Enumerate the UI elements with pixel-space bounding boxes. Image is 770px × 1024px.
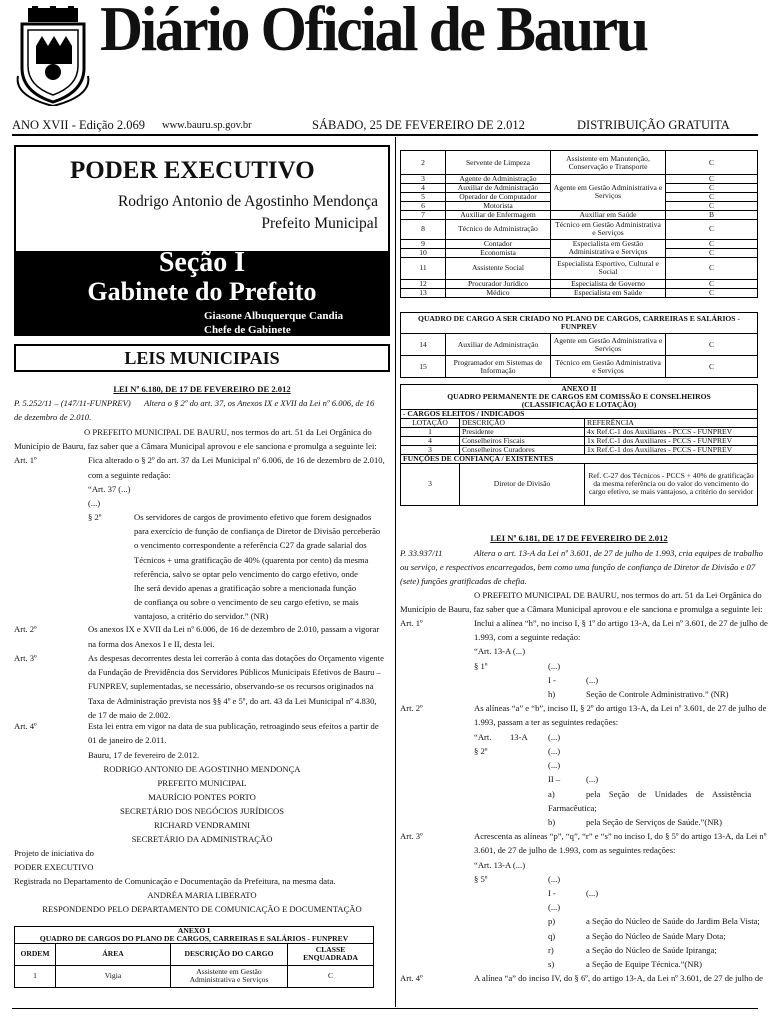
- table-cell: Conselheiros Fiscais: [460, 436, 585, 445]
- distribution-label: DISTRIBUIÇÃO GRATUITA: [577, 118, 730, 132]
- signatory-name: RICHARD VENDRAMINI: [153, 820, 251, 830]
- table-cell: Especialista em Saúde: [551, 288, 666, 297]
- article-text: com a seguinte redação:: [88, 470, 171, 480]
- alinea-text: a Seção do Núcleo de Saúde do Jardim Bela Vista;: [586, 916, 760, 926]
- table-cell: 14: [401, 334, 446, 356]
- col-header: ÁREA: [56, 943, 171, 965]
- paragraph-line: o vencimento correspondente a referência C27 da grade salarial dos: [134, 540, 367, 551]
- alinea-label: a): [548, 789, 555, 799]
- table-cell: Assistente Social: [446, 257, 551, 279]
- ellipsis: (...): [548, 874, 561, 884]
- table-cell: Ref. C-27 dos Técnicos - PCCS + 40% de gratificação da mesma referência ou do valor do vencimento do cargo efetivo, se mais vantajoso, a critério do servidor: [585, 463, 758, 505]
- article-line: da Fundação de Previdência dos Servidores Públicos Municipais Efetivos de Bauru –: [88, 667, 381, 678]
- table-cell: Diretor de Divisão: [460, 463, 585, 505]
- art-label: Art. 1º: [14, 455, 37, 465]
- art-label: Art. 3º: [400, 831, 423, 841]
- lei-6180-ementa: Altera o § 2º do art. 37, os Anexos IX e XVII da Lei nº 6.006, de 16: [144, 398, 375, 408]
- lei-6180-intro: O PREFEITO MUNICIPAL DE BAURU, nos termos do art. 51 da Lei Orgânica do: [84, 427, 372, 437]
- ellipsis: (...): [548, 746, 561, 756]
- alinea-text: a Seção do Núcleo de Saúde Mary Dota;: [586, 931, 726, 941]
- lei-6181-heading: LEI Nº 6.181, DE 17 DE FEVEREIRO DE 2.012: [490, 533, 668, 543]
- table-cell: B: [666, 210, 758, 219]
- secao-banner: [14, 247, 390, 336]
- col-header: LOTAÇÃO: [401, 418, 460, 427]
- paragraph-line: referência, salvo se optar pelo vencimento do cargo efetivo, onde: [134, 568, 358, 579]
- table-cell: Especialista em Gestão Administrativa e Serviços: [551, 239, 666, 257]
- chief-name: Giasone Albuquerque Candia: [204, 310, 344, 322]
- table-cell: 9: [401, 239, 446, 248]
- table-title: QUADRO DE CARGO A SER CRIADO NO PLANO DE CARGOS, CARREIRAS E SALÁRIOS - FUNPREV: [401, 313, 758, 334]
- chief-title: Chefe de Gabinete: [204, 324, 291, 336]
- signatory-title: SECRETÁRIO DOS NEGÓCIOS JURÍDICOS: [119, 806, 284, 816]
- table-cell: 12: [401, 279, 446, 288]
- col-header: CLASSE ENQUADRADA: [288, 943, 374, 965]
- leis-municipais-header: LEIS MUNICIPAIS: [14, 344, 390, 372]
- lei-6180-ementa-2: de dezembro de 2.010.: [14, 412, 92, 422]
- table-cell: Operador de Computador: [446, 192, 551, 201]
- mayor-name: Rodrigo Antonio de Agostinho Mendonça: [117, 193, 378, 210]
- lei-6181-ementa: Altera o art. 13-A da Lei nº 3.601, de 27 de julho de 1.993, cria equipes de trabalho: [474, 548, 763, 558]
- article-text: “Art. 13-A (...): [474, 646, 526, 656]
- alinea-text: a Seção de Equipe Técnica.”(NR): [586, 959, 703, 969]
- table-cell: C: [666, 248, 758, 257]
- ellipsis: (...): [88, 498, 101, 508]
- table-cell: Auxiliar de Administração: [446, 183, 551, 192]
- table-subtitle: QUADRO PERMANENTE DE CARGOS EM COMISSÃO E CONSELHEIROS: [401, 393, 758, 401]
- alinea-label: r): [548, 945, 554, 955]
- table-cell: Conselheiros Curadores: [460, 445, 585, 454]
- signatory-title: PREFEITO MUNICIPAL: [157, 778, 247, 788]
- paragraph-line: vantajoso, a critério do servidor.” (NR): [134, 611, 269, 622]
- article-text: na forma dos Anexos I e II, desta lei.: [88, 639, 215, 649]
- table-cell: C: [666, 334, 758, 356]
- table-cell: Assistente em Manutenção, Conservação e Transporte: [551, 151, 666, 175]
- paragraph-label: § 5º: [474, 874, 488, 884]
- lei-6180-intro-2: Município de Bauru, faz saber que a Câmara Municipal aprovou e ele sanciona e promulga a seguinte lei:: [14, 441, 377, 451]
- col-header: DESCRIÇÃO: [460, 418, 585, 427]
- article-text: 3.601, de 27 de julho de 1.993, com as seguintes redações:: [474, 845, 676, 855]
- paragraph-line: de confiança ou sobre o vencimento de seu cargo efetivo, se mais: [134, 597, 359, 608]
- art-label: Art. 2º: [14, 624, 37, 634]
- alinea-label: q): [548, 931, 556, 941]
- article-text: Fica alterado o § 2º do art. 37 da Lei Municipal nº 6.006, de 16 de dezembro de 2.010,: [88, 455, 385, 465]
- table-cell: C: [666, 279, 758, 288]
- table-cell: Assistente em Gestão Administrativa e Serviços: [171, 965, 288, 987]
- poder-executivo-box: [14, 145, 390, 253]
- table-cell: C: [666, 239, 758, 248]
- table-cell: 7: [401, 210, 446, 219]
- ellipsis: (...): [548, 732, 561, 742]
- table-cell: C: [666, 151, 758, 175]
- table-cell: C: [666, 175, 758, 184]
- table-cell: Especialista Esportivo, Cultural e Social: [551, 257, 666, 279]
- table-title: ANEXO II: [401, 385, 758, 393]
- secao-subtitle: Gabinete do Prefeito: [87, 277, 317, 306]
- anexo-1-continued-table: [400, 150, 758, 298]
- table-cell: 4: [401, 183, 446, 192]
- table-cell: C: [666, 192, 758, 201]
- signatory-title: RESPONDENDO PELO DEPARTAMENTO DE COMUNICAÇÃO E DOCUMENTAÇÃO: [42, 904, 362, 914]
- table-cell: Presidente: [460, 427, 585, 436]
- table-cell: Contador: [446, 239, 551, 248]
- table-cell: Médico: [446, 288, 551, 297]
- article-text: Acrescenta as alíneas “p”, “q”, “r” e “s” no inciso I, do § 5º do artigo 13-A, da Lei nº: [474, 831, 767, 841]
- table-cell: 3: [401, 445, 460, 454]
- table-cell: C: [666, 257, 758, 279]
- art-label: Art. 4º: [400, 973, 423, 983]
- article-text: A alínea “a” do inciso IV, do § 6º, do artigo 13-A, da Lei nº 3.601, de 27 de julho de: [474, 973, 763, 983]
- lei-6181-proc: P. 33.937/11: [400, 548, 443, 558]
- registration-note: Registrada no Departamento de Comunicação e Documentação da Prefeitura, na mesma data.: [14, 876, 336, 886]
- article-text: Inclui a alínea “h”, no inciso I, § 1º do artigo 13-A, da Lei nº 3.601, de 27 de julho de: [474, 618, 768, 628]
- article-text: Os anexos IX e XVII da Lei nº 6.006, de 16 de dezembro de 2.010, passam a vigorar: [88, 624, 380, 634]
- table-cell: C: [666, 219, 758, 239]
- column-divider: [395, 137, 396, 1007]
- website-link[interactable]: www.bauru.sp.gov.br: [162, 120, 252, 131]
- article-line: Taxa de Administração prevista nos §§ 4º e 5º, do art. 43 da Lei Municipal nº 4.830,: [88, 695, 377, 706]
- table-cell: 10: [401, 248, 446, 257]
- paragraph-label: § 2º: [474, 746, 488, 756]
- edition-label: ANO XVII - Edição 2.069: [12, 118, 145, 132]
- lei-6180-proc: P. 5.252/11 – (147/11-FUNPREV): [14, 398, 131, 408]
- table-cell: 1: [15, 965, 56, 987]
- table-cell: Agente de Administração: [446, 175, 551, 184]
- lei-6180-heading: LEI Nº 6.180, DE 17 DE FEVEREIRO DE 2.012: [113, 384, 291, 394]
- article-text: “Art.: [474, 732, 492, 742]
- article-text: As alíneas “a” e “b”, inciso II, § 2º do artigo 13-A, da Lei nº 3.601, de 27 de julho de: [474, 703, 767, 713]
- ellipsis: (...): [586, 888, 599, 898]
- table-cell: C: [666, 201, 758, 210]
- article-text: “Art. 37 (...): [88, 484, 131, 494]
- signatory-title: SECRETÁRIO DA ADMINISTRAÇÃO: [131, 834, 273, 844]
- masthead-title: Diário Oficial de Bauru: [100, 0, 647, 64]
- article-text: “Art. 13-A (...): [474, 860, 526, 870]
- paragraph-line: lhe será devido apenas a gratificação sobre a mencionada função: [134, 583, 357, 593]
- masthead-rule: [12, 134, 758, 136]
- table-cell: 1: [401, 427, 460, 436]
- lei-6181-ementa-3: (sete) funções gratificadas de chefia.: [400, 576, 527, 586]
- table-cell: Procurador Jurídico: [446, 279, 551, 288]
- inciso-label: I -: [548, 888, 556, 898]
- table-subtitle: (CLASSIFICAÇÃO E LOTAÇÃO): [401, 401, 758, 409]
- table-cell: C: [666, 356, 758, 378]
- issue-date: SÁBADO, 25 DE FEVEREIRO DE 2.012: [312, 118, 525, 132]
- project-note: Projeto de iniciativa do: [14, 848, 94, 858]
- table-cell: C: [288, 965, 374, 987]
- paragraph-line: Técnicos + uma gratificação de 40% (quarenta por cento) da mesma: [134, 554, 369, 565]
- table-cell: Técnico em Gestão Administrativa e Serviços: [551, 356, 666, 378]
- alinea-label: p): [548, 916, 556, 926]
- table-subtitle: QUADRO DE CARGOS DO PLANO DE CARGOS, CARREIRAS E SALÁRIOS - FUNPREV: [15, 935, 374, 943]
- table-cell: 8: [401, 219, 446, 239]
- article-line: As despesas decorrentes desta lei correrão à conta das dotações do Orçamento vigente: [88, 653, 384, 663]
- table-cell: 1x Ref.C-1 dos Auxiliares - PCCS - FUNPREV: [585, 445, 758, 454]
- lei-6181-ementa-2: ou serviço, e respectivos encarregados, bem como uma função de confiança de Diretor de Divisão e 07: [400, 562, 756, 572]
- table-title: ANEXO I: [15, 927, 374, 935]
- ellipsis: (...): [586, 774, 599, 784]
- art-label: Art. 4º: [14, 721, 37, 731]
- alinea-text: Farmacêutica;: [548, 803, 597, 813]
- signatory-name: RODRIGO ANTONIO DE AGOSTINHO MENDONÇA: [103, 764, 301, 774]
- table-cell: 6: [401, 201, 446, 210]
- mayor-title: Prefeito Municipal: [261, 215, 378, 232]
- article-text: Esta lei entra em vigor na data de sua publicação, retroagindo seus efeitos a partir de: [88, 721, 379, 731]
- new-positions-table: [400, 312, 758, 378]
- paragraph-label: § 1º: [474, 661, 488, 671]
- table-cell: Especialista de Governo: [551, 279, 666, 288]
- article-text: 1.993, com a seguinte redação:: [474, 632, 581, 642]
- article-line: FUNPREV, suplementadas, se necessário, observando-se os recursos originados na: [88, 681, 374, 692]
- inciso-label: II –: [548, 774, 561, 784]
- section-label: - CARGOS ELEITOS / INDICADOS: [401, 409, 758, 418]
- signatory-name: ANDRÉA MARIA LIBERATO: [147, 890, 257, 900]
- table-cell: Auxiliar de Enfermagem: [446, 210, 551, 219]
- ellipsis: (...): [548, 902, 561, 912]
- table-cell: 15: [401, 356, 446, 378]
- table-cell: Motorista: [446, 201, 551, 210]
- table-cell: 4: [401, 436, 460, 445]
- table-cell: Programador em Sistemas de Informação: [446, 356, 551, 378]
- art-label: Art. 3º: [14, 653, 37, 663]
- col-header: REFERÊNCIA: [585, 418, 758, 427]
- table-cell: 3: [401, 463, 460, 505]
- paragraph-line: para exercício de função de confiança de Diretor de Divisão perceberão: [134, 526, 381, 537]
- footer-rule: [12, 1008, 758, 1009]
- table-cell: Servente de Limpeza: [446, 151, 551, 175]
- alinea-label: s): [548, 959, 555, 969]
- table-cell: C: [666, 183, 758, 192]
- table-cell: 5: [401, 192, 446, 201]
- table-cell: Economista: [446, 248, 551, 257]
- alinea-label: h): [548, 689, 556, 699]
- alinea-text: Seção de Controle Administrativo.” (NR): [586, 689, 729, 699]
- ellipsis: (...): [548, 661, 561, 671]
- signatory-name: MAURÍCIO PONTES PORTO: [148, 792, 256, 802]
- paragraph-label: § 2º: [88, 512, 102, 522]
- alinea-text: a Seção do Núcleo de Saúde Ipiranga;: [586, 945, 717, 955]
- table-cell: Vigia: [56, 965, 171, 987]
- art-label: Art. 2º: [400, 703, 423, 713]
- ellipsis: (...): [548, 760, 561, 770]
- alinea-text: pela Seção de Unidades de Assistência: [586, 789, 752, 799]
- table-cell: 11: [401, 257, 446, 279]
- section-label: FUNÇÕES DE CONFIANÇA / EXISTENTES: [401, 454, 758, 463]
- table-cell: 13: [401, 288, 446, 297]
- table-cell: Técnico em Gestão Administrativa e Serviços: [551, 219, 666, 239]
- paragraph-line: Os servidores de cargos de provimento efetivo que forem designados: [134, 512, 372, 522]
- art-label: Art. 1º: [400, 618, 423, 628]
- poder-executivo-title: PODER EXECUTIVO: [70, 157, 315, 184]
- article-text: 13-A: [510, 732, 528, 742]
- col-header: ORDEM: [15, 943, 56, 965]
- ellipsis: (...): [586, 675, 599, 685]
- table-cell: Auxiliar de Administração: [446, 334, 551, 356]
- table-cell: Agente em Gestão Administrativa e Serviços: [551, 175, 666, 211]
- project-note: PODER EXECUTIVO: [14, 862, 94, 872]
- lei-6181-intro-2: Município de Bauru, faz saber que a Câmara Municipal aprovou e ele sanciona e promulga a seguinte lei:: [400, 604, 763, 614]
- secao-title: Seção I: [158, 247, 246, 278]
- table-cell: C: [666, 288, 758, 297]
- table-cell: 3: [401, 175, 446, 184]
- anexo-2-table: [400, 384, 758, 506]
- date-place: Bauru, 17 de fevereiro de 2.012.: [88, 750, 200, 760]
- bauru-coat-of-arms-icon: [14, 6, 92, 106]
- lei-6181-intro: O PREFEITO MUNICIPAL DE BAURU, nos termos do art. 51 da Lei Orgânica do: [474, 590, 762, 600]
- alinea-label: b): [548, 817, 556, 827]
- article-line: de 17 de maio de 2.002.: [88, 709, 171, 720]
- col-header: DESCRIÇÃO DO CARGO: [171, 943, 288, 965]
- article-text: 1.993, passam a ter as seguintes redações:: [474, 717, 619, 727]
- table-cell: 1x Ref.C-1 dos Auxiliares - PCCS - FUNPREV: [585, 436, 758, 445]
- table-cell: Auxiliar em Saúde: [551, 210, 666, 219]
- inciso-label: I -: [548, 675, 556, 685]
- anexo-1-table: [14, 926, 374, 988]
- article-text: 01 de janeiro de 2.011.: [88, 735, 167, 745]
- table-cell: Agente em Gestão Administrativa e Serviços: [551, 334, 666, 356]
- table-cell: Técnico de Administração: [446, 219, 551, 239]
- alinea-text: pela Seção de Serviços de Saúde.”(NR): [586, 817, 723, 827]
- table-cell: 2: [401, 151, 446, 175]
- table-cell: 4x Ref.C-1 dos Auxiliares - PCCS - FUNPREV: [585, 427, 758, 436]
